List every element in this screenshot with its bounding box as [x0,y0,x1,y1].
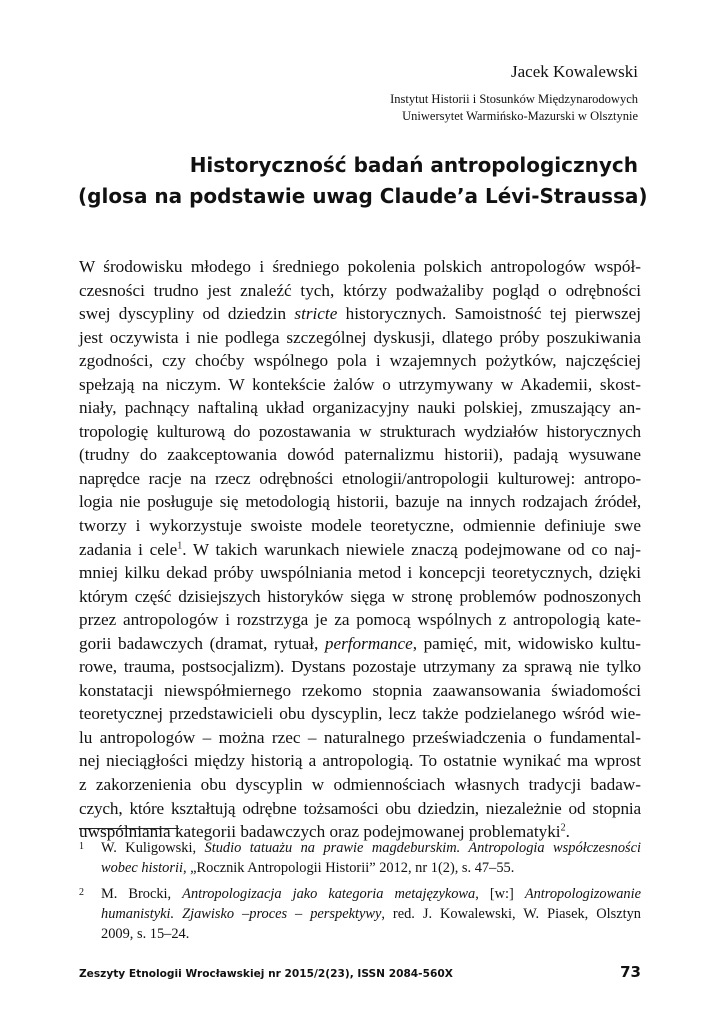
affiliation-institute: Instytut Historii i Stosunków Międzynarodowych [390,92,638,106]
body-line: spełzają na niczym. W kontekście żalów o utrzymywany w Akademii, skost- [79,374,641,394]
body-line: zadania i cele$^1$. W takich warunkach niewiele znaczą podejmowane od co naj- [79,539,641,559]
footnote-separator [79,828,179,829]
title-line-1: Historyczność badań antropologicznych [189,153,638,177]
footnote-number: 1 [79,841,84,852]
author-name: Jacek Kowalewski [511,62,638,81]
body-line: jest oczywista i nie podlega szczególnej dyskusji, dlatego próby poszukiwania [79,327,641,347]
footnote-line: 2009, s. 15–24. [101,926,190,942]
body-line: teoretycznej przedstawicieli obu dyscyplin, lecz także podzielanego wśród wie- [79,704,641,724]
article-title [78,150,648,212]
footnote-line: M. Brocki, Antropologizacja jako kategoria metajęzykowa, [w:] Antropologizowanie [101,886,642,902]
body-line: czych, które kształtują odrębne tożsamości obu dziedzin, niezależnie od stopnia [79,798,641,818]
body-line: przez antropologów i rozstrzyga je za pomocą wspólnych z antropologią kate- [79,610,641,630]
body-line: z zakorzenienia obu dyscyplin w odmiennościach własnych tradycji badaw- [79,775,641,795]
body-line: nej nieciągłości między historią a antropologią. To ostatnie wynikać ma wprost [79,751,641,771]
body-line: W środowisku młodego i średniego pokolenia polskich antropologów współ- [79,257,641,276]
body-line: czesności trudno jest znaleźć tych, którzy podważaliby pogląd o odrębności [79,280,641,300]
italic-term: performance [324,633,413,653]
body-line: naprędce racje na rzecz odrębności etnologii/antropologii kulturowej: antropo- [79,468,641,488]
footnote-number: 2 [79,887,84,898]
body-line: tworzy i wykorzystuje swoiste modele teoretyczne, odmiennie definiuje swe [79,516,641,536]
footnote-line: W. Kuligowski, Studio tatuażu na prawie magdeburskim. Antropologia współczesności [101,840,641,856]
body-line: niały, pachnący naftaliną układ organizacyjny nauki polskiej, zmuszający an- [79,398,641,418]
body-line: konstatacji niewspółmiernego rzekomo stopnia zaawansowania świadomości [79,680,641,700]
body-line: zgodności, czy choćby wspólnego pola i wzajemnych pożytków, najczęściej [79,351,641,371]
footnote-ref-2[interactable]: 2 [560,822,566,834]
body-line: (trudny do zaakceptowania dowód paternalizmu historii), padają wysuwane [79,445,641,465]
footnote-2 [79,884,641,944]
footnotes [79,838,641,950]
footnote-line: wobec historii, „Rocznik Antropologii Historii” 2012, nr 1(2), s. 47–55. [101,860,515,876]
body-line: rowe, trauma, postsocjalizm). Dystans pozostaje utrzymany za sprawą nie tylko [79,657,641,677]
body-line: lu antropologów – można rzec – naturalnego przeświadczenia o fundamental- [79,727,641,747]
affiliation-university: Uniwersytet Warmińsko-Mazurski w Olsztynie [402,109,638,123]
body-line: tropologię kulturową do pozostawania w strukturach wydziałów historycznych [79,421,641,441]
body-paragraph [79,255,641,844]
body-line: uwspólniania kategorii badawczych oraz podejmowanej problematyki$^2$. [79,822,570,842]
title-line-2: (glosa na podstawie uwag Claude’a Lévi-Straussa) [78,184,648,208]
body-line: swej dyscypliny od dziedzin stricte historycznych. Samoistność tej pierwszej [79,304,642,324]
footnote-line: humanistyki. Zjawisko –proces – perspektywy, red. J. Kowalewski, W. Piasek, Olsztyn [101,906,641,922]
footnote-ref-1[interactable]: 1 [177,539,183,551]
body-line: logia nie posługuje się metodologią historii, bazuje na innych rodzajach źródeł, [79,492,641,512]
journal-footer: Zeszyty Etnologii Wrocławskiej nr 2015/2(23), ISSN 2084-560X [79,968,453,980]
footnote-1 [79,838,641,878]
body-line: mniej kilku dekad próby uwspólniania metod i koncepcji teoretycznych, dzięki [79,563,641,583]
body-line: gorii badawczych (dramat, rytuał, performance, pamięć, mit, widowisko kultu- [79,633,641,653]
body-line: którym część dzisiejszych historyków sięga w stronę problemów podnoszonych [79,586,641,606]
italic-term: stricte [294,304,338,324]
page-number: 73 [620,963,641,981]
